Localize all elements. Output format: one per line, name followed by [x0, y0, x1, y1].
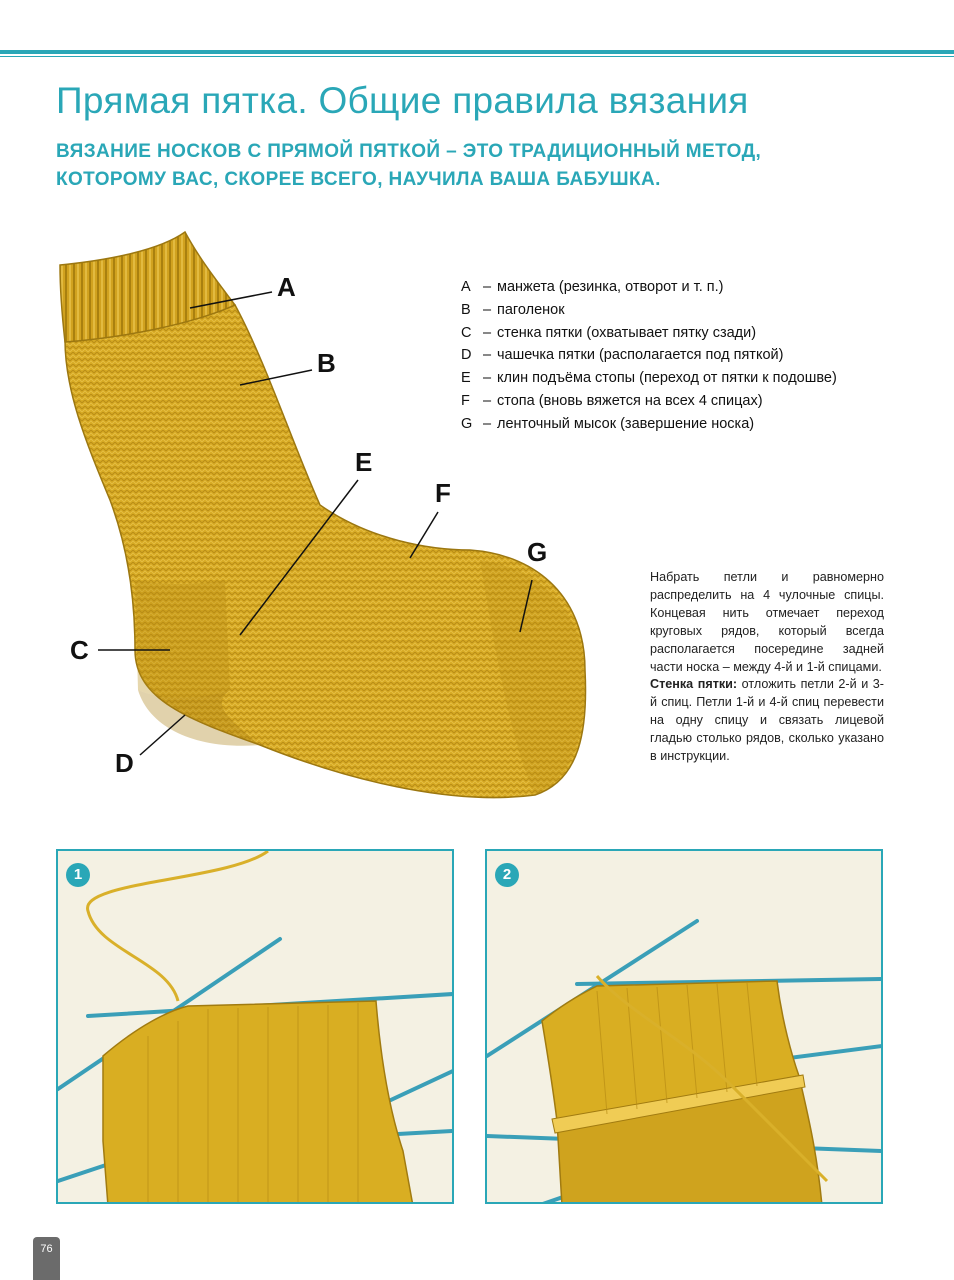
- top-rule-thin: [0, 56, 954, 57]
- label-E: E: [355, 447, 373, 477]
- legend-dash: –: [483, 301, 492, 318]
- legend-text: клин подъёма стопы (переход от пятки к подошве): [497, 370, 837, 387]
- label-D: D: [115, 748, 134, 778]
- legend-dash: –: [483, 347, 492, 364]
- page-number-tab: [33, 1237, 60, 1280]
- legend-text: стенка пятки (охватывает пятку сзади): [497, 324, 757, 341]
- note-paragraph-2: [650, 676, 884, 766]
- instruction-note: [650, 569, 884, 766]
- note-paragraph-1: Набрать петли и равномерно распределить на 4 чулочные спицы. Концевая нить отмечает переход круговых рядов, который всегда располагается посередине задней части носка – между 4-й и 1-й спицами.: [650, 570, 884, 674]
- top-rule: [0, 50, 954, 54]
- legend-item: [461, 413, 837, 436]
- step-1-badge: 1: [66, 863, 90, 887]
- step-2-illustration: [487, 851, 883, 1204]
- legend-key: G: [461, 415, 473, 432]
- legend-text: паголенок: [497, 301, 565, 318]
- legend-item: [461, 390, 837, 413]
- note-paragraph-2-text: отложить петли 2-й и 3-й спиц. Петли 1-й и 4-й спиц перевести на одну спицу и связать лицевой гладью столько рядов, сколько указано в инструкции.: [650, 677, 884, 764]
- legend-key: A: [461, 279, 471, 295]
- step-1-illustration: [58, 851, 454, 1204]
- step-2-panel: [485, 849, 883, 1204]
- label-F: F: [435, 478, 451, 508]
- legend-dash: –: [483, 279, 492, 295]
- legend-key: E: [461, 370, 471, 387]
- step-2-badge: 2: [495, 863, 519, 887]
- label-B: B: [317, 348, 336, 378]
- legend-item: [461, 344, 837, 367]
- legend-text: чашечка пятки (располагается под пяткой): [497, 347, 784, 364]
- legend-dash: –: [483, 370, 492, 387]
- page-title: Прямая пятка. Общие правила вязания: [56, 80, 749, 121]
- legend-dash: –: [483, 415, 492, 432]
- legend-key: F: [461, 392, 470, 409]
- legend-key: C: [461, 324, 472, 341]
- label-G: G: [527, 537, 548, 567]
- legend-item: [461, 322, 837, 345]
- note-heading: Стенка пятки:: [650, 677, 738, 692]
- subtitle-line-1: ВЯЗАНИЕ НОСКОВ С ПРЯМОЙ ПЯТКОЙ – ЭТО ТРАДИЦИОННЫЙ МЕТОД,: [56, 141, 762, 162]
- heel-wall: [135, 580, 230, 698]
- legend-text: манжета (резинка, отворот и т. п.): [497, 279, 724, 295]
- legend-item: [461, 299, 837, 322]
- legend-key: B: [461, 301, 471, 318]
- legend-list: [461, 276, 837, 436]
- label-C: C: [70, 635, 89, 665]
- legend-text: стопа (вновь вяжется на всех 4 спицах): [497, 392, 763, 409]
- page-subtitle: [56, 138, 816, 194]
- step-1-panel: [56, 849, 454, 1204]
- legend-text: ленточный мысок (завершение носка): [497, 415, 755, 432]
- subtitle-line-2: КОТОРОМУ ВАС, СКОРЕЕ ВСЕГО, НАУЧИЛА ВАША БАБУШКА.: [56, 169, 661, 190]
- label-A: A: [277, 272, 296, 302]
- legend-item: [461, 276, 837, 299]
- legend-key: D: [461, 347, 472, 364]
- page-number: 76: [40, 1243, 53, 1255]
- legend-dash: –: [483, 392, 492, 409]
- legend-item: [461, 367, 837, 390]
- legend-dash: –: [483, 324, 492, 341]
